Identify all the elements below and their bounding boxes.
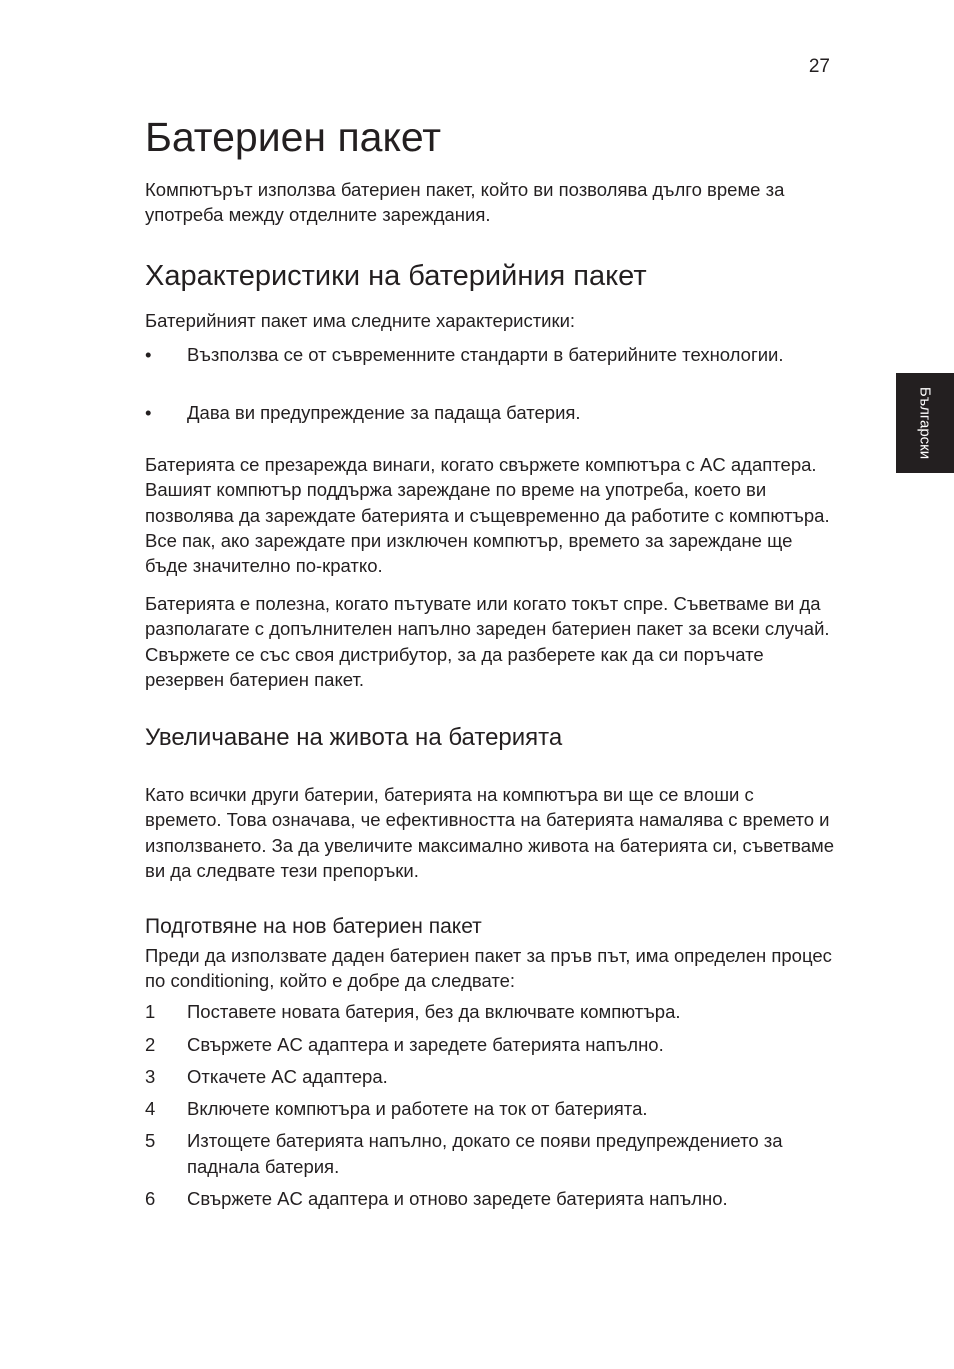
spare-battery-paragraph: Батерията е полезна, когато пътувате или когато токът спре. Съветваме ви да разполагате с допълнителен напълно зареден батериен пакет за всеки случай. Свържете се със своя дистрибутор, за да разберете как да си поръчате резервен батериен пакет.	[145, 593, 830, 690]
step-item	[145, 1096, 835, 1122]
bullet-text: Дава ви предупреждение за падаща батерия.	[187, 402, 581, 423]
bullet-marker: •	[145, 344, 152, 365]
step-number: 3	[145, 1066, 156, 1087]
bullet-item	[145, 342, 835, 368]
step-number: 2	[145, 1034, 156, 1055]
section-heading-characteristics: Характеристики на батерийния пакет	[145, 260, 647, 292]
intro-paragraph: Компютърът използва батериен пакет, който ви позволява дълго време за употреба между отделните зареждания.	[145, 179, 785, 226]
step-item	[145, 1064, 835, 1090]
step-text: Поставете новата батерия, без да включвате компютъра.	[187, 1001, 681, 1022]
step-text: Изтощете батерията напълно, докато се появи предупреждението за паднала батерия.	[187, 1130, 783, 1177]
page-number: 27	[808, 56, 830, 77]
step-item	[145, 999, 835, 1025]
battery-life-paragraph: Като всички други батерии, батерията на компютъра ви ще се влоши с времето. Това означава, че ефективността на батерията намалява с времето и използването. За да увеличите максимално живота на батерията си, съветваме ви да следвате тези препоръки.	[145, 784, 834, 881]
bullet-marker: •	[145, 402, 152, 423]
step-text: Свържете AC адаптера и заредете батерията напълно.	[187, 1034, 664, 1055]
step-item	[145, 1128, 835, 1180]
language-tab-label: Български	[916, 386, 934, 460]
page-title: Батериен пакет	[145, 114, 442, 160]
bullet-text: Възползва се от съвременните стандарти в батерийните технологии.	[187, 344, 784, 365]
step-number: 1	[145, 1001, 156, 1022]
step-item	[145, 1186, 835, 1212]
subsection-heading-preparing: Подготвяне на нов батериен пакет	[145, 915, 482, 938]
charging-paragraph: Батерията се презарежда винаги, когато свържете компютъра с AC адаптера. Вашият компютър поддържа зареждане по време на употреба, което ви позволява да зареждате батерията и същевременно да работите с компютъра. Все пак, ако зареждате при изключен компютър, времето за зареждане ще бъде значително по-кратко.	[145, 454, 830, 577]
section-heading-battery-life: Увеличаване на живота на батерията	[145, 724, 563, 751]
step-number: 6	[145, 1188, 156, 1209]
step-item	[145, 1032, 835, 1058]
preparing-lead: Преди да използвате даден батериен пакет за пръв път, има определен процес по conditioning, който е добре да следвате:	[145, 945, 832, 992]
step-text: Включете компютъра и работете на ток от батерията.	[187, 1098, 648, 1119]
step-number: 5	[145, 1130, 156, 1151]
characteristics-lead: Батерийният пакет има следните характеристики:	[145, 310, 576, 331]
step-text: Откачете AC адаптера.	[187, 1066, 388, 1087]
bullet-item	[145, 400, 835, 426]
step-text: Свържете AC адаптера и отново заредете батерията напълно.	[187, 1188, 728, 1209]
language-side-tab	[896, 373, 954, 473]
step-number: 4	[145, 1098, 156, 1119]
